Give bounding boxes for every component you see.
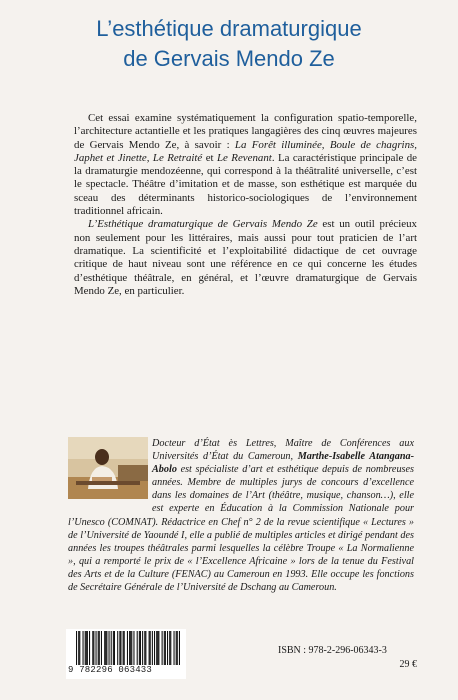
title-line-2: de Gervais Mendo Ze <box>123 46 335 71</box>
photo-spacer <box>68 437 152 503</box>
barcode-bars <box>76 631 180 665</box>
synopsis-and: et <box>202 151 217 164</box>
synopsis-text-1a: Cet essai examine systématiquement la configuration spatio-temporelle, l’architecture actantielle et les pratiques langagières des cinq œuvres majeures de Gervais Mendo Ze, à savoir : <box>74 112 417 151</box>
price: 29 € <box>399 659 417 670</box>
synopsis-works: La Forêt illuminée, Boule de chagrins, Japhet et Jinette, Le Retraité <box>74 138 417 164</box>
isbn: ISBN : 978-2-296-06343-3 <box>278 645 387 656</box>
author-biography <box>68 437 414 594</box>
author-name: Marthe-Isabelle Atangana-Abolo <box>152 451 414 476</box>
synopsis-text-2b: est un outil précieux non seulement pour les littéraires, mais aussi pour tout praticien de l’art dramatique. La scientificité et l’exploitabilité didactique de cet ouvrage critique de haut niveau sont une référence en ce qui concerne les études d’esthétique théâtrale, en général, et l’œuvre dramaturgique de Gervais Mendo Ze, en particulier. <box>74 218 417 297</box>
barcode-digits: 9 782296 063433 <box>68 665 153 675</box>
synopsis-text-1b: . La caractéristique principale de la dramaturgie mendozéenne, qui correspond à la théâtralité universelle, c’est le spectacle. Théâtre d’imitation et de masse, son esthétique est marquée du sceau des déterminants historico-sociologiques de l’environnement traditionnel africain. <box>74 151 417 218</box>
bio-text-main: est spécialiste d’art et esthétique depuis de nombreuses années. Membre de multiples jurys de concours d’excellence dans les domaines de l’Art (théâtre, musique, chanson…), elle est experte en Éducation à la Commission Nationale pour l’Unesco (COMNAT). Rédactrice en Chef n° 2 de la revue scientifique « Lectures » de l’Université de Yaoundé I, elle a publié de multiples articles et dirigé pendant des années les troupes théâtrales parmi lesquelles la célèbre Troupe « La Normalienne », qui a remporté le prix de « l’Excellence Africaine » lors de la tenue du Festival des Arts et de la Culture (FENAC) au Cameroun en 1993. Elle occupe les fonctions de Secrétaire Générale de l’Université de Dschang au Cameroun. <box>68 464 414 594</box>
synopsis-book-title: L’Esthétique dramaturgique de Gervais Mendo Ze <box>88 218 318 231</box>
synopsis-paragraph-2 <box>74 218 417 298</box>
synopsis-paragraph-1 <box>74 112 417 218</box>
book-title <box>0 14 458 74</box>
bio-text-intro: Docteur d’État ès Lettres, Maître de Conférences aux Universités d’État du Cameroun, <box>152 438 414 463</box>
synopsis <box>74 112 417 298</box>
title-line-1: L’esthétique dramaturgique <box>96 16 362 41</box>
barcode <box>66 629 186 679</box>
synopsis-last-work: Le Revenant <box>216 151 272 164</box>
